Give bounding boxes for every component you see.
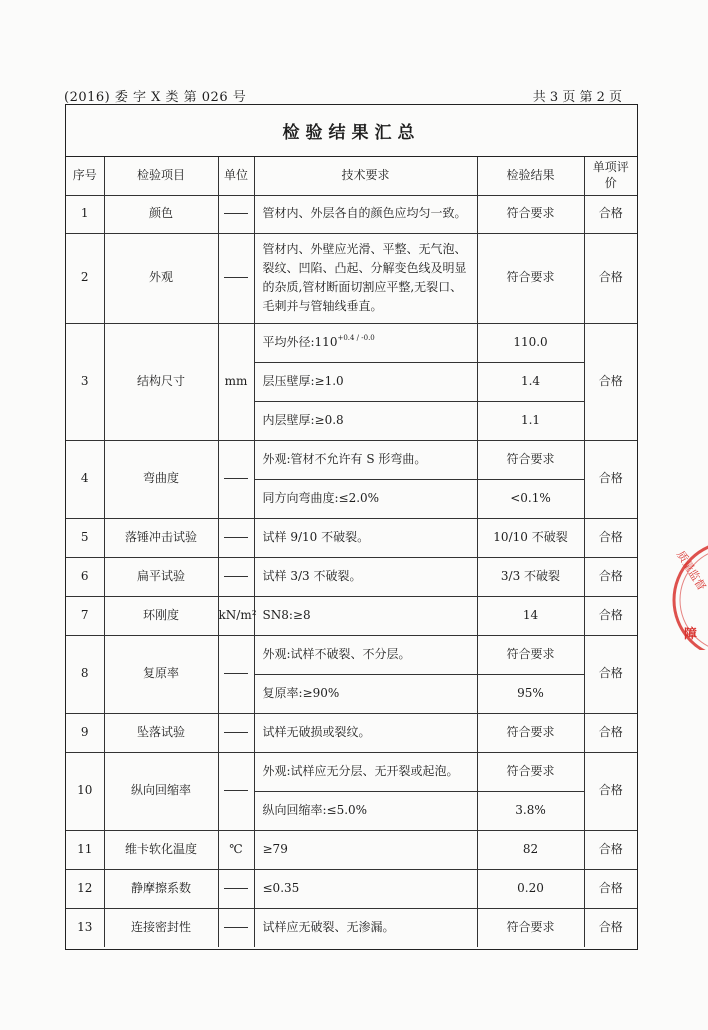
cell-no: 11 bbox=[66, 830, 104, 869]
requirement-text: ≥79 bbox=[262, 841, 288, 856]
cell-item: 静摩擦系数 bbox=[104, 869, 218, 908]
requirement-text: 试样 9/10 不破裂。 bbox=[262, 529, 370, 544]
dash-mark bbox=[224, 927, 248, 928]
cell-no: 7 bbox=[66, 596, 104, 635]
table-row bbox=[66, 596, 637, 635]
cell-unit: ℃ bbox=[218, 830, 254, 869]
cell-requirement bbox=[254, 323, 477, 362]
cell-unit bbox=[218, 635, 254, 713]
dash-mark bbox=[224, 790, 248, 791]
cell-result: 符合要求 bbox=[477, 635, 584, 674]
cell-item: 坠落试验 bbox=[104, 713, 218, 752]
dash-mark bbox=[224, 576, 248, 577]
cell-requirement bbox=[254, 908, 477, 947]
cell-no: 10 bbox=[66, 752, 104, 830]
requirement-text: 外观:试样不破裂、不分层。 bbox=[262, 646, 411, 661]
page-info: 共 3 页 第 2 页 bbox=[532, 90, 622, 105]
cell-item: 扁平试验 bbox=[104, 557, 218, 596]
cell-result: 10/10 不破裂 bbox=[477, 518, 584, 557]
cell-verdict: 合格 bbox=[584, 752, 637, 830]
requirement-text: 纵向回缩率:≤5.0% bbox=[262, 802, 368, 817]
cell-no: 2 bbox=[66, 233, 104, 323]
requirement-text: 试样 3/3 不破裂。 bbox=[262, 568, 362, 583]
seal-stamp-char: 障 bbox=[684, 627, 698, 642]
table-row bbox=[66, 752, 637, 791]
cell-requirement bbox=[254, 869, 477, 908]
cell-unit: mm bbox=[218, 323, 254, 440]
dash-mark bbox=[224, 537, 248, 538]
cell-result: 符合要求 bbox=[477, 908, 584, 947]
cell-item: 复原率 bbox=[104, 635, 218, 713]
cell-no: 12 bbox=[66, 869, 104, 908]
cell-requirement bbox=[254, 195, 477, 233]
cell-requirement bbox=[254, 752, 477, 791]
cell-no: 8 bbox=[66, 635, 104, 713]
seal-stamp bbox=[666, 530, 708, 650]
cell-verdict: 合格 bbox=[584, 713, 637, 752]
cell-verdict: 合格 bbox=[584, 830, 637, 869]
cell-item: 环刚度 bbox=[104, 596, 218, 635]
cell-verdict: 合格 bbox=[584, 908, 637, 947]
dash-mark bbox=[224, 277, 248, 278]
cell-item: 颜色 bbox=[104, 195, 218, 233]
cell-result: 95% bbox=[477, 674, 584, 713]
cell-unit bbox=[218, 233, 254, 323]
requirement-text: 试样应无破裂、无渗漏。 bbox=[262, 920, 395, 935]
results-table-body bbox=[66, 157, 637, 947]
cell-result: 82 bbox=[477, 830, 584, 869]
cell-item: 外观 bbox=[104, 233, 218, 323]
col-header-verdict: 单项评价 bbox=[584, 157, 637, 195]
cell-no: 13 bbox=[66, 908, 104, 947]
cell-requirement bbox=[254, 518, 477, 557]
cell-result: 110.0 bbox=[477, 323, 584, 362]
table-header-row bbox=[66, 157, 637, 195]
cell-no: 9 bbox=[66, 713, 104, 752]
cell-requirement bbox=[254, 557, 477, 596]
cell-requirement bbox=[254, 362, 477, 401]
requirement-text: 管材内、外壁应光滑、平整、无气泡、裂纹、凹陷、凸起、分解变色线及明显的杂质,管材断面切割应平整,无裂口、毛刺并与管轴线垂直。 bbox=[262, 241, 467, 314]
seal-stamp-text: 质量监督 bbox=[673, 548, 708, 593]
col-header-no: 序号 bbox=[66, 157, 104, 195]
requirement-text: 试样无破损或裂纹。 bbox=[262, 724, 371, 739]
cell-result: 符合要求 bbox=[477, 440, 584, 479]
requirement-text: 复原率:≥90% bbox=[262, 685, 340, 700]
cell-requirement bbox=[254, 233, 477, 323]
cell-result: 0.20 bbox=[477, 869, 584, 908]
seal-stamp-graphic bbox=[666, 530, 708, 650]
cell-item: 弯曲度 bbox=[104, 440, 218, 518]
cell-requirement bbox=[254, 635, 477, 674]
cell-no: 3 bbox=[66, 323, 104, 440]
table-row bbox=[66, 195, 637, 233]
table-row bbox=[66, 713, 637, 752]
cell-requirement bbox=[254, 440, 477, 479]
table-row bbox=[66, 635, 637, 674]
col-header-result: 检验结果 bbox=[477, 157, 584, 195]
cell-result: 符合要求 bbox=[477, 233, 584, 323]
table-row bbox=[66, 830, 637, 869]
cell-result: 3.8% bbox=[477, 791, 584, 830]
cell-result: 14 bbox=[477, 596, 584, 635]
tolerance-text: +0.4 / -0.0 bbox=[337, 333, 375, 342]
cell-unit bbox=[218, 195, 254, 233]
page-title: 检验结果汇总 bbox=[66, 105, 637, 157]
cell-item: 维卡软化温度 bbox=[104, 830, 218, 869]
dash-mark bbox=[224, 888, 248, 889]
cell-result: 符合要求 bbox=[477, 195, 584, 233]
table-row bbox=[66, 233, 637, 323]
cell-no: 1 bbox=[66, 195, 104, 233]
cell-no: 4 bbox=[66, 440, 104, 518]
cell-result: 1.4 bbox=[477, 362, 584, 401]
cell-requirement bbox=[254, 791, 477, 830]
cell-verdict: 合格 bbox=[584, 596, 637, 635]
requirement-text: 管材内、外层各自的颜色应均匀一致。 bbox=[262, 206, 467, 221]
requirement-text: 同方向弯曲度:≤2.0% bbox=[262, 490, 380, 505]
cell-unit bbox=[218, 440, 254, 518]
table-row bbox=[66, 518, 637, 557]
cell-verdict: 合格 bbox=[584, 323, 637, 440]
requirement-text: 内层壁厚:≥0.8 bbox=[262, 412, 344, 427]
cell-verdict: 合格 bbox=[584, 440, 637, 518]
requirement-text: ≤0.35 bbox=[262, 880, 300, 895]
cell-verdict: 合格 bbox=[584, 557, 637, 596]
requirement-text: 平均外径:110 bbox=[262, 334, 338, 349]
cell-requirement bbox=[254, 713, 477, 752]
table-row bbox=[66, 869, 637, 908]
table-row bbox=[66, 908, 637, 947]
results-table-wrapper bbox=[66, 157, 637, 947]
cell-result: 1.1 bbox=[477, 401, 584, 440]
cell-no: 6 bbox=[66, 557, 104, 596]
cell-unit bbox=[218, 869, 254, 908]
cell-result: 3/3 不破裂 bbox=[477, 557, 584, 596]
col-header-unit: 单位 bbox=[218, 157, 254, 195]
cell-unit bbox=[218, 557, 254, 596]
cell-result: 符合要求 bbox=[477, 752, 584, 791]
cell-verdict: 合格 bbox=[584, 195, 637, 233]
table-row bbox=[66, 323, 637, 362]
cell-requirement bbox=[254, 830, 477, 869]
cell-verdict: 合格 bbox=[584, 233, 637, 323]
table-row bbox=[66, 440, 637, 479]
cell-item: 结构尺寸 bbox=[104, 323, 218, 440]
col-header-requirement: 技术要求 bbox=[254, 157, 477, 195]
cell-result: 符合要求 bbox=[477, 713, 584, 752]
requirement-text: SN8:≥8 bbox=[262, 607, 311, 622]
cell-no: 5 bbox=[66, 518, 104, 557]
cell-requirement bbox=[254, 596, 477, 635]
cell-requirement bbox=[254, 479, 477, 518]
cell-result: <0.1% bbox=[477, 479, 584, 518]
dash-mark bbox=[224, 732, 248, 733]
cell-unit: kN/m² bbox=[218, 596, 254, 635]
dash-mark bbox=[224, 478, 248, 479]
cell-unit bbox=[218, 908, 254, 947]
cell-verdict: 合格 bbox=[584, 635, 637, 713]
results-frame bbox=[65, 104, 638, 950]
cell-item: 落锤冲击试验 bbox=[104, 518, 218, 557]
dash-mark bbox=[224, 673, 248, 674]
table-row bbox=[66, 557, 637, 596]
document-number: (2016) 委 字 X 类 第 026 号 bbox=[64, 90, 247, 105]
cell-unit bbox=[218, 518, 254, 557]
cell-item: 连接密封性 bbox=[104, 908, 218, 947]
requirement-text: 层压壁厚:≥1.0 bbox=[262, 373, 344, 388]
cell-verdict: 合格 bbox=[584, 518, 637, 557]
cell-requirement bbox=[254, 674, 477, 713]
results-table bbox=[66, 157, 637, 947]
col-header-item: 检验项目 bbox=[104, 157, 218, 195]
cell-item: 纵向回缩率 bbox=[104, 752, 218, 830]
requirement-text: 外观:管材不允许有 S 形弯曲。 bbox=[262, 451, 427, 466]
requirement-text: 外观:试样应无分层、无开裂或起泡。 bbox=[262, 763, 459, 778]
dash-mark bbox=[224, 213, 248, 214]
cell-verdict: 合格 bbox=[584, 869, 637, 908]
cell-unit bbox=[218, 713, 254, 752]
cell-requirement bbox=[254, 401, 477, 440]
cell-unit bbox=[218, 752, 254, 830]
